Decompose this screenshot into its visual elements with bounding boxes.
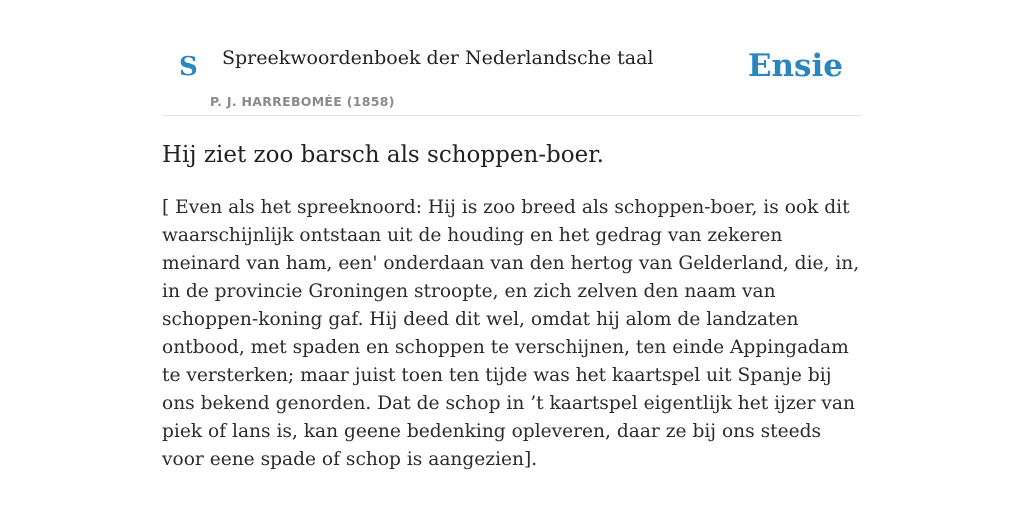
author-label: P. J. HARREBOMÉE (1858) — [210, 94, 395, 109]
index-letter[interactable]: S — [179, 52, 198, 82]
ensie-logo[interactable]: Ensie — [747, 48, 843, 84]
entry-header — [162, 40, 862, 116]
book-title-link[interactable]: Spreekwoordenboek der Nederlandsche taal — [222, 47, 654, 69]
entry-body-text: [ Even als het spreeknoord: Hij is zoo breed als schoppen-boer, is ook dit waarschijnlijk ontstaan uit de houding en het gedrag van zekeren meinard van ham, een' onderdaan van den hertog van Gelderland, die, in, in de provincie Groningen stroopte, en zich zelven den naam van schoppen-koning gaf. Hij deed dit wel, omdat hij alom de landzaten ontbood, met spaden en schoppen te verschijnen, ten einde Appingadam te versterken; maar juist toen ten tijde was het kaartspel uit Spanje bij ons bekend genorden. Dat de schop in ’t kaartspel eigentlijk het ijzer van piek of lans is, kan geene bedenking opleveren, daar ze bij ons steeds voor eene spade of schop is aangezien]. — [162, 196, 860, 470]
entry-headword: Hij ziet zoo barsch als schoppen-boer. — [162, 142, 604, 168]
entry-card — [162, 40, 862, 474]
